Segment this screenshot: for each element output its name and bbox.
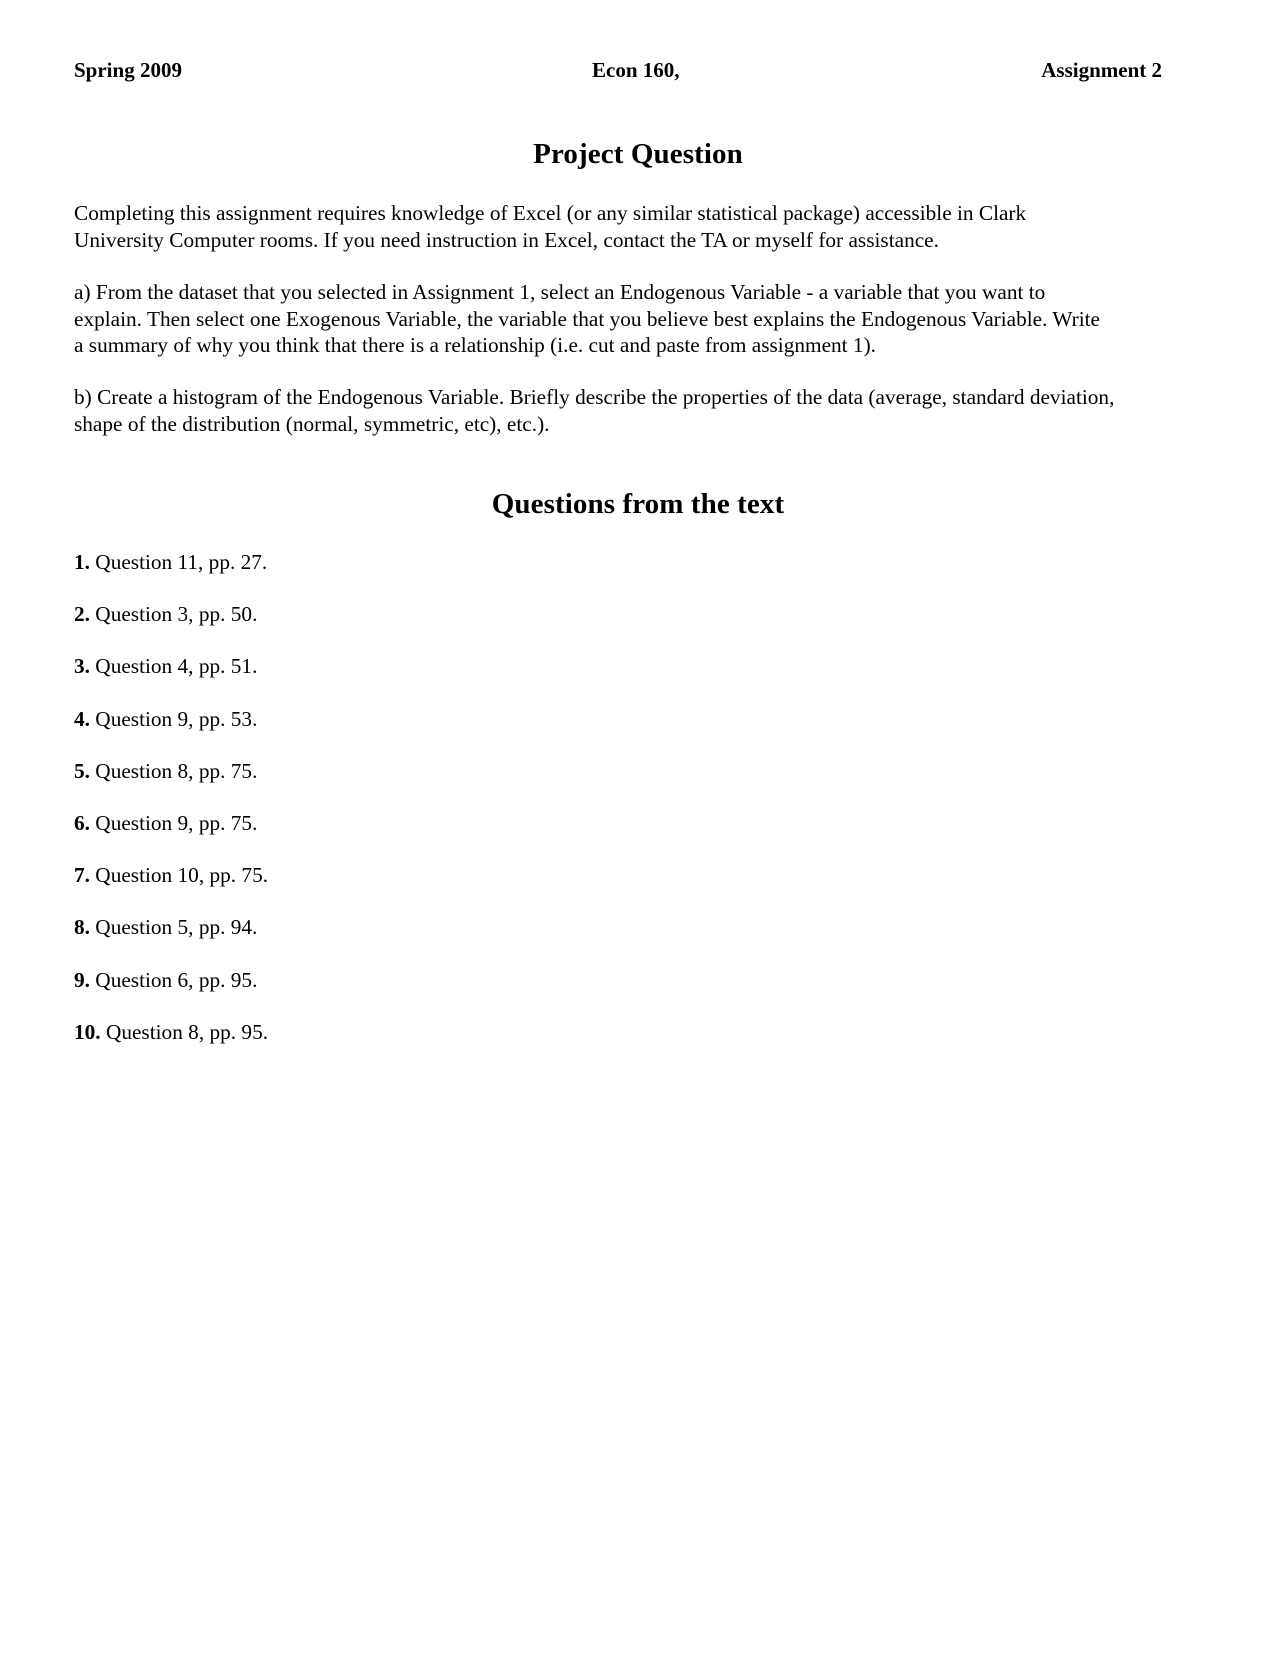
list-item [74,653,674,705]
list-item [74,967,674,1019]
question-text: Question 8, pp. 95. [100,1019,269,1044]
question-number: 6. [74,810,90,835]
question-number: 10. [74,1019,101,1044]
question-text: Question 9, pp. 53. [89,706,258,731]
list-item [74,706,674,758]
part-a-paragraph: a) From the dataset that you selected in Assignment 1, select an Endogenous Variable - a variable that you want to explain. Then select one Exogenous Variable, the variable that you believe best explains the Endogenous Variable. Write a summary of why you think that there is a relationship (i.e. cut and paste from assignment 1). [74,280,1101,357]
list-item [74,1019,674,1071]
question-number: 2. [74,602,90,627]
question-text: Question 9, pp. 75. [89,810,258,835]
question-number: 9. [74,967,90,992]
question-text: Question 5, pp. 94. [89,915,258,940]
question-number: 3. [74,654,90,679]
question-number: 7. [74,863,90,888]
project-question-title: Project Question [533,138,743,170]
question-text: Question 6, pp. 95. [89,967,258,992]
header-term: Spring 2009 [74,58,182,82]
question-text: Question 11, pp. 27. [89,550,268,574]
question-list [74,549,674,1071]
page-header [74,58,1162,88]
list-item [74,862,674,914]
list-item [74,601,674,653]
list-item [74,914,674,966]
list-item [74,810,674,862]
question-number: 4. [74,706,90,731]
header-course: Econ 160, [592,58,680,82]
intro-paragraph: Completing this assignment requires knowledge of Excel (or any similar statistical package) accessible in Clark University Computer rooms. If you need instruction in Excel, contact the TA or myself for assistance. [74,201,1027,252]
list-item [74,549,674,601]
question-number: 5. [74,758,90,783]
header-assignment: Assignment 2 [1041,58,1162,82]
question-number: 8. [74,915,90,940]
question-text: Question 10, pp. 75. [89,863,269,888]
question-number: 1. [74,550,90,574]
list-item [74,758,674,810]
text-questions-title: Questions from the text [491,488,785,520]
part-b-paragraph: b) Create a histogram of the Endogenous Variable. Briefly describe the properties of the data (average, standard deviation, shape of the distribution (normal, symmetric, etc), etc.). [74,385,1115,436]
question-text: Question 8, pp. 75. [89,758,258,783]
question-text: Question 3, pp. 50. [89,602,258,627]
question-text: Question 4, pp. 51. [89,654,258,679]
